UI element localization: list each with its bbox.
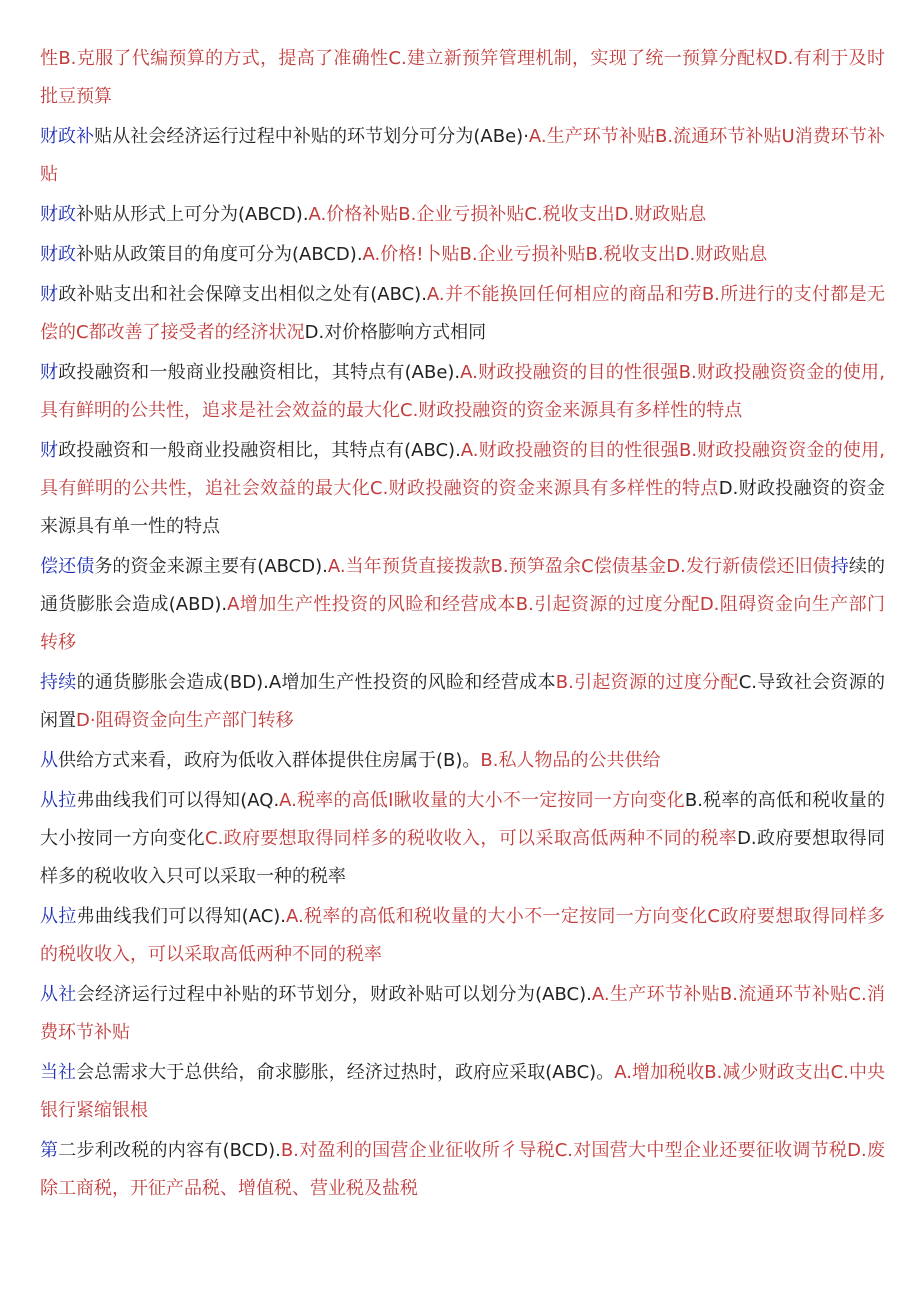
question-text: 弗曲线我们可以得知(AQ. [76,790,280,811]
list-item [40,40,885,116]
question-text: 政投融资和一般商业投融资相比，其特点有(ABC). [58,440,461,461]
document-body [40,40,885,1210]
question-text: 补贴从形式上可分为(ABCD). [76,204,309,225]
list-item [40,1054,885,1130]
answer-text: A.生产环节补贴B.流通环节补贴C.消费环节补贴 [40,984,886,1043]
leading-keyword: 财 [40,440,59,461]
answer-text: 性B.克服了代编预算的方式，提高了准确性C.建立新预笄管理机制，实现了统一预算分配权D.有利于及时批豆预算 [40,48,885,107]
leading-keyword: 财 [40,362,59,383]
list-item [40,742,885,780]
leading-keyword: 从拉 [40,790,77,811]
list-item [40,976,885,1052]
question-text: 务的资金来源主要有(ABCD). [94,556,328,577]
question-text: 会总需求大于总供给，俞求膨胀，经济过热时，政府应采取(ABC)。 [76,1062,615,1083]
leading-keyword: 财政补 [40,126,95,147]
answer-text: A.税率的高低和税收量的大小不一定按同一方向变化C政府要想取得同样多的税收收入，可以采取高低两种不同的税率 [40,906,885,965]
answer-text: D·阻碍资金向生产部门转移 [76,710,294,731]
list-item [40,782,885,896]
leading-keyword: 从拉 [40,906,77,927]
list-item [40,1132,885,1208]
question-text: 贴从社会经济运行过程中补贴的环节划分可分为(ABe)· [94,126,529,147]
question-text: 补贴从政策目的角度可分为(ABCD). [76,244,363,265]
answer-text: B.私人物品的公共供给 [480,750,661,771]
question-text: 会经济运行过程中补贴的环节划分，财政补贴可以划分为(ABC). [76,984,592,1005]
list-item [40,432,885,546]
leading-keyword: 持续 [40,672,77,693]
answer-text: A.生产环节补贴B.流通环节补贴U消费环节补贴 [40,126,885,185]
answer-text: A.当年预货直接拨款B.预笋盈余C偿债基金D.发行新债偿还旧债 [327,556,831,577]
list-item [40,236,885,274]
list-item [40,276,885,352]
answer-text: A.并不能换回任何相应的商品和劳B.所进行的支付都是无偿的C都改善了接受者的经济状况 [40,284,886,343]
list-item [40,354,885,430]
leading-keyword: 财政 [40,244,76,265]
leading-keyword: 财政 [40,204,76,225]
answer-text: A.税率的高低I瞅收量的大小不一定按同一方向变化 [279,790,685,811]
question-text: 二步利改税的内容有(BCD). [58,1140,281,1161]
leading-keyword: 当社 [40,1062,77,1083]
option-text: D.对价格膨响方式相同 [304,322,487,343]
answer-text: B.对盈利的国营企业征收所彳导税C.对国营大中型企业还要征收调节税D.废除工商税，开征产品税、增值税、营业税及盐税 [40,1140,885,1199]
question-text: 的通货膨胀会造成(BD).A增加生产性投资的风睑和经营成本 [76,672,556,693]
question-text: 供给方式来看，政府为低收入群体提供住房属于(B)。 [58,750,481,771]
answer-text: A.价格!卜贴B.企业亏损补贴B.税收支出D.财政贴息 [362,244,768,265]
question-text: 弗曲线我们可以得知(AC). [76,906,287,927]
list-item [40,118,885,194]
option-text: D.政府要想取得同样多的税收收入只可以采取一种的税率 [40,828,885,887]
list-item [40,548,885,662]
question-text: 续的通货膨胀会造成(ABD). [40,556,886,615]
leading-keyword: 持 [830,556,849,577]
answer-text: A.财政投融资的目的性很强B.财政投融资资金的使用,具有鲜明的公共性，追社会效益的最大化C.财政投融资的资金来源具有多样性的特点 [40,440,886,499]
answer-text: A.增加税收B.减少财政支出C.中央银行紧缩银根 [40,1062,885,1121]
option-text: D.财政投融资的资金来源具有单一性的特点 [40,478,885,537]
answer-text: C.政府要想取得同样多的税收收入，可以采取高低两种不同的税率 [205,828,738,849]
answer-text: A.价格补贴B.企业亏损补贴C.税收支出D.财政贴息 [308,204,707,225]
answer-text: A增加生产性投资的风睑和经营成本B.引起资源的过度分配D.阻碍资金向生产部门转移 [40,594,885,653]
option-text: B.税率的高低和税收量的大小按同一方向变化 [40,790,885,849]
list-item [40,196,885,234]
answer-text: A.财政投融资的目的性很强B.财政投融资资金的使用,具有鲜明的公共性，追求是社会效益的最大化C.财政投融资的资金来源具有多样性的特点 [40,362,885,421]
question-text: 政投融资和一般商业投融资相比，其特点有(ABe). [58,362,461,383]
leading-keyword: 从 [40,750,58,771]
answer-text: B.引起资源的过度分配 [555,672,739,693]
list-item [40,898,885,974]
option-text: C.导致社会资源的闲置 [40,672,885,731]
leading-keyword: 财 [40,284,59,305]
leading-keyword: 偿还债 [40,556,95,577]
question-text: 政补贴支出和社会保障支出相似之处有(ABC). [58,284,427,305]
leading-keyword: 第 [40,1140,59,1161]
list-item [40,664,885,740]
leading-keyword: 从社 [40,984,77,1005]
